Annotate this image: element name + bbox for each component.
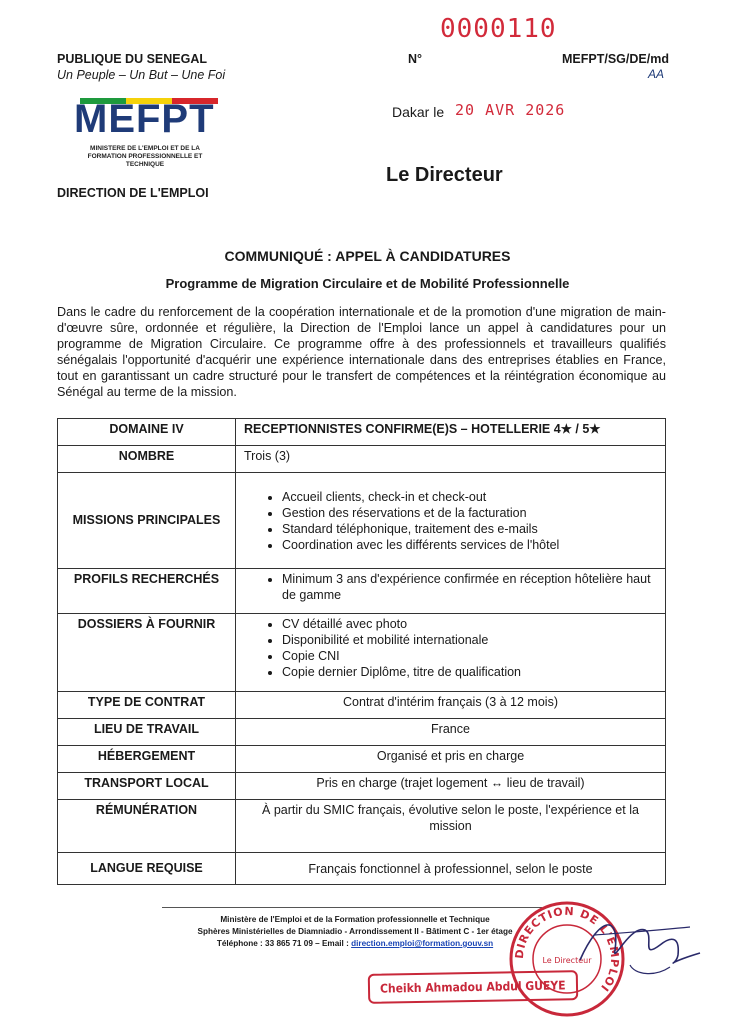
intro-paragraph: Dans le cadre du renforcement de la coopération internationale et de la promotion d'une migration de main-d'œuvre sûre, ordonnée et régulière, la Direction de l'Emploi lance un appel à candidatures pour un programme de Migration Circulaire. Ce programme offre à des professionnels et travailleurs qualifiés sénégalais l'opportunité d'acquérir une expérience internationale dans des entreprises établies en France, tout en garantissant un cadre structuré pour le transfert de compétences et la réintégration économique au Sénégal au terme de la mission. xyxy=(57,305,666,399)
table-row-hebergement xyxy=(58,746,666,773)
list-item: • Standard téléphonique, traitement des e-mails xyxy=(282,521,657,537)
reference-code: MEFPT/SG/DE/md xyxy=(562,52,669,66)
reference-suffix: AA xyxy=(648,67,665,81)
profils-list xyxy=(244,571,657,603)
remuneration-value: À partir du SMIC français, évolutive selon le poste, l'expérience et la mission xyxy=(236,800,666,853)
hebergement-label: HÉBERGEMENT xyxy=(58,746,236,773)
footer-address: Sphères Ministérielles de Diamniadio - Arrondissement II - Bâtiment C - 1er étage xyxy=(197,927,513,936)
dossiers-label: DOSSIERS À FOURNIR xyxy=(58,614,236,692)
transport-value: Pris en charge (trajet logement ↔ lieu de travail) xyxy=(236,773,666,800)
director-name-stamp: Cheikh Ahmadou Abdul GUEYE xyxy=(368,970,578,1004)
contrat-value: Contrat d'intérim français (3 à 12 mois) xyxy=(236,692,666,719)
direction-label: DIRECTION DE L'EMPLOI xyxy=(57,186,209,200)
stamp-inner-text: Le Directeur xyxy=(542,956,592,965)
list-item: • Disponibilité et mobilité internationale xyxy=(282,632,657,648)
lieu-value: France xyxy=(236,719,666,746)
list-item: • Coordination avec les différents services de l'hôtel xyxy=(282,537,657,553)
document-title: COMMUNIQUÉ : APPEL À CANDIDATURES xyxy=(224,248,511,264)
contrat-label: TYPE DE CONTRAT xyxy=(58,692,236,719)
missions-label: MISSIONS PRINCIPALES xyxy=(58,473,236,569)
mefpt-logo: MEFPT xyxy=(74,97,215,141)
offer-details-table xyxy=(57,418,666,885)
logo-subtitle: MINISTERE DE L'EMPLOI ET DE LA FORMATION PROFESSIONNELLE ET TECHNIQUE xyxy=(87,145,203,168)
table-row-remuneration xyxy=(58,800,666,853)
list-item: • Gestion des réservations et de la facturation xyxy=(282,505,657,521)
table-row-profils xyxy=(58,569,666,614)
hebergement-value: Organisé et pris en charge xyxy=(236,746,666,773)
list-item: • CV détaillé avec photo xyxy=(282,616,657,632)
table-row-missions xyxy=(58,473,666,569)
profils-label: PROFILS RECHERCHÉS xyxy=(58,569,236,614)
footer-ministry: Ministère de l'Emploi et de la Formation professionnelle et Technique xyxy=(220,915,490,924)
date-stamp: 20 AVR 2026 xyxy=(455,101,566,119)
footer-divider xyxy=(162,907,542,908)
list-item: • Minimum 3 ans d'expérience confirmée en réception hôtelière haut de gamme xyxy=(282,571,657,603)
domaine-label: DOMAINE IV xyxy=(58,419,236,446)
footer-contact xyxy=(150,938,560,950)
domaine-value: RECEPTIONNISTES CONFIRME(E)S – HOTELLERIE 4★ / 5★ xyxy=(236,419,666,446)
list-item: • Copie dernier Diplôme, titre de qualification xyxy=(282,664,657,680)
table-row-lieu xyxy=(58,719,666,746)
signatory-title: Le Directeur xyxy=(386,164,503,186)
stamp-ring-text: DIRECTION DE L'EMPLOI xyxy=(512,904,622,995)
transport-label: TRANSPORT LOCAL xyxy=(58,773,236,800)
table-row-contrat xyxy=(58,692,666,719)
langue-label: LANGUE REQUISE xyxy=(58,853,236,885)
list-item: • Accueil clients, check-in et check-out xyxy=(282,489,657,505)
footer xyxy=(150,914,560,950)
missions-list xyxy=(244,489,657,553)
nombre-value: Trois (3) xyxy=(236,446,666,473)
table-row-dossiers xyxy=(58,614,666,692)
dossiers-list xyxy=(244,616,657,680)
table-row-domaine xyxy=(58,419,666,446)
lieu-label: LIEU DE TRAVAIL xyxy=(58,719,236,746)
date-prefix: Dakar le xyxy=(392,104,445,120)
table-row-nombre xyxy=(58,446,666,473)
document-number-stamp: 0000110 xyxy=(440,14,557,44)
director-signature xyxy=(560,905,710,985)
footer-phone: Téléphone : 33 865 71 09 – Email : xyxy=(216,939,349,948)
langue-value: Français fonctionnel à professionnel, selon le poste xyxy=(236,853,666,885)
list-item: • Copie CNI xyxy=(282,648,657,664)
document-subtitle: Programme de Migration Circulaire et de Mobilité Professionnelle xyxy=(165,276,570,291)
national-motto: Un Peuple – Un But – Une Foi xyxy=(57,68,226,82)
republic-label: PUBLIQUE DU SENEGAL xyxy=(57,52,208,66)
footer-email-link[interactable]: direction.emploi@formation.gouv.sn xyxy=(351,939,494,948)
remuneration-label: RÉMUNÉRATION xyxy=(58,800,236,853)
table-row-langue xyxy=(58,853,666,885)
table-row-transport xyxy=(58,773,666,800)
number-label: N° xyxy=(408,52,423,66)
nombre-label: NOMBRE xyxy=(58,446,236,473)
